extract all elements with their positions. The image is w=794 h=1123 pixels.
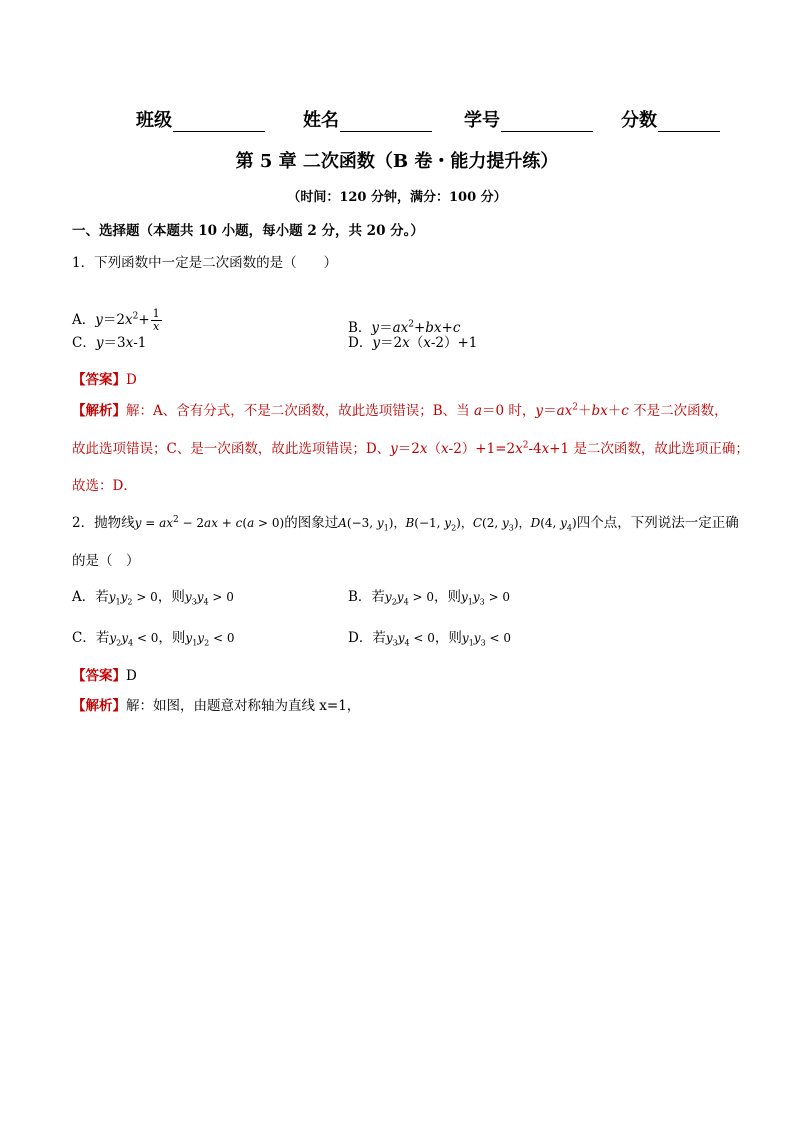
q1-option-b-label: B． [348,320,372,336]
q2-option-b: B．若$y_2y_4 > 0$，则$y_1y_3 > 0$ [348,589,511,607]
answer-value: D [126,668,137,684]
q1-option-d-label: D． [348,335,373,351]
analysis-tag: 【解析】 [72,403,126,419]
score-label: 分数 [621,110,657,131]
q1-option-c-label: C． [72,335,96,351]
q1-option-b: B．$y=ax^2+bx+c$ [348,319,461,336]
q1-option-a: A．$y=2x^2+$ $\frac{1}{x}$ [72,307,160,333]
q1-stem: 1．下列函数中一定是二次函数的是（ ） [72,255,338,271]
name-blank[interactable] [340,114,432,132]
q2-option-d: D．若$y_3y_4 < 0$，则$y_1y_3 < 0$ [348,630,511,648]
student-id-label: 学号 [464,110,500,131]
q2-answer [72,664,137,684]
page-subtitle: （时间：120 分钟，满分：100 分） [287,190,507,205]
q1-analysis-line1: 【解析】解：A、含有分式，不是二次函数，故此选项错误；B、当 a＝0 时，$y=ax^2+bx+c$ 不是二次函数， [72,402,728,419]
q2-stem-line1: 2．抛物线$y = ax^2 - 2ax + c(a > 0)$的图象过A(−3, $y_1$)，B(−1, $y_2$)，C(2, $y_3$)，D(4, $y_4$)四个点，下列说法一定正确 [72,515,739,533]
score-blank[interactable] [658,114,720,132]
answer-tag: 【答案】 [72,668,126,684]
fraction: $\frac{1}{x}$ [152,307,160,333]
q1-answer [72,368,137,388]
answer-value: D [126,372,137,388]
q1-option-a-label: A． [72,312,96,328]
name-field[interactable] [303,106,432,132]
q2-option-c: C．若$y_2y_4 < 0$，则$y_1y_2 < 0$ [72,630,235,648]
q1-analysis-line2: 故此选项错误；C、是一次函数，故此选项错误；D、$y=2x(x-2)+1=2x^2-4x+1$ 是二次函数，故此选项正确； [72,440,749,457]
q1-option-c: C．y＝3x-1 [72,335,147,351]
q1-analysis-line3: 故选：D． [72,478,137,494]
section-heading: 一、选择题（本题共 10 小题，每小题 2 分，共 20 分。） [72,223,424,239]
class-field[interactable] [136,106,265,132]
q2-analysis [72,694,360,714]
q1-option-d: D．y＝2x（x-2）+1 [348,335,478,351]
page-title: 第 5 章 二次函数（B 卷・能力提升练） [235,151,559,172]
class-blank[interactable] [173,114,265,132]
name-label: 姓名 [303,110,339,131]
analysis-tag: 【解析】 [72,698,126,714]
answer-tag: 【答案】 [72,372,126,388]
analysis-text: 解：如图，由题意对称轴为直线 x=1， [126,698,361,714]
q2-stem-line2: 的是（ ） [72,553,140,569]
student-id-field[interactable] [464,106,593,132]
score-field[interactable] [621,106,720,132]
class-label: 班级 [136,110,172,131]
student-id-blank[interactable] [501,114,593,132]
q2-option-a: A．若$y_1y_2 > 0$，则$y_3y_4 > 0$ [72,589,234,607]
